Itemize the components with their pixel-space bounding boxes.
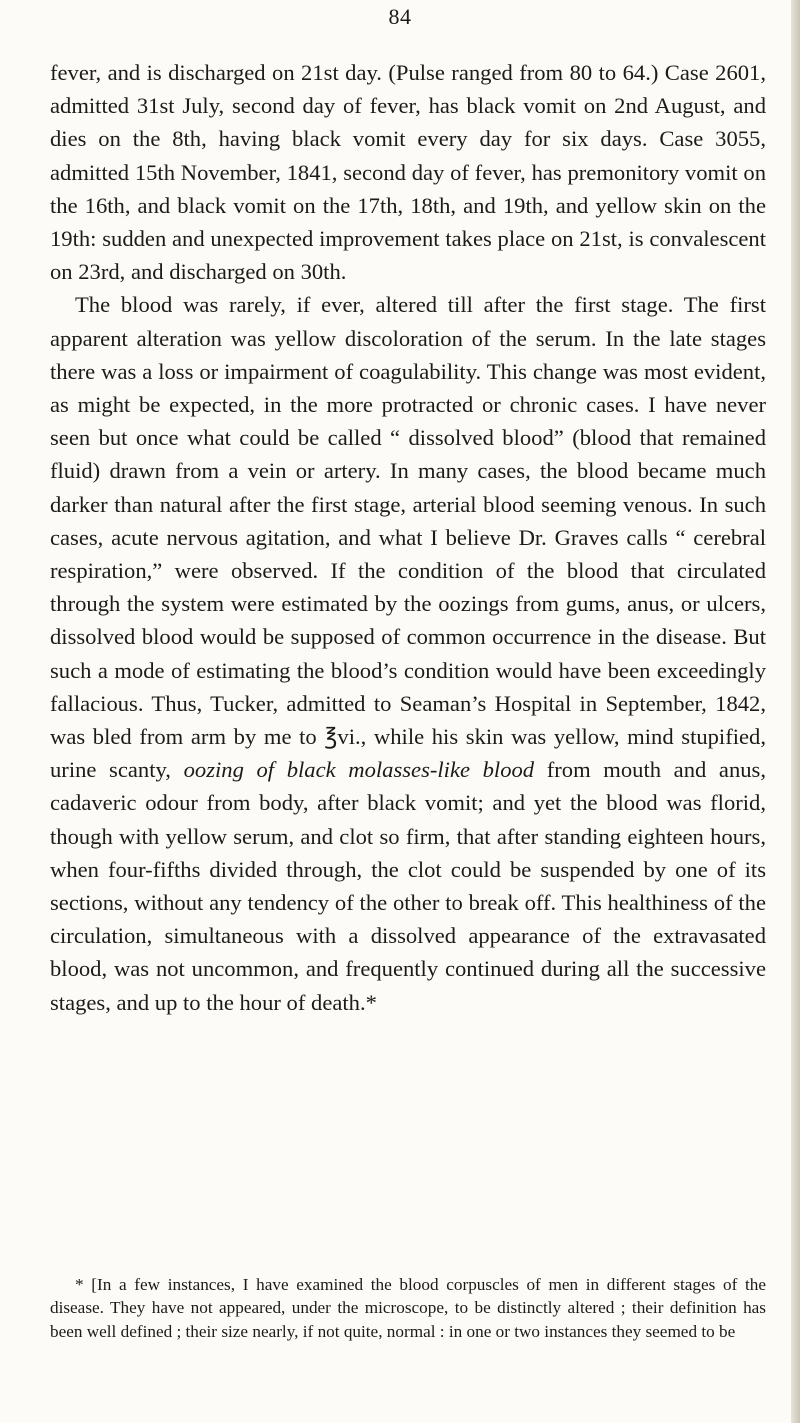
paragraph-2 bbox=[50, 288, 766, 1018]
paragraph-1-text: fever, and is discharged on 21st day. (Pulse ranged from 80 to 64.) Case 2601, admitted 31st July, second day of fever, has black vomit on 2nd August, and dies on the 8th, having black vomit every day for six days. Case 3055, admitted 15th November, 1841, second day of fever, has premonitory vomit on the 16th, and black vomit on the 17th, 18th, and 19th, and yellow skin on the 19th: sudden and unexpected improvement takes place on 21st, is convalescent on 23rd, and discharged on 30th. bbox=[50, 60, 766, 285]
page-edge bbox=[791, 0, 800, 1423]
paragraph-2-italic-phrase: oozing of black molasses-like blood bbox=[183, 757, 535, 783]
paragraph-2-text-a: The blood was rarely, if ever, altered till after the first stage. The first apparent alteration was yellow discoloration of the serum. In the late stages there was a loss or impairment of coagulability. This change was most evident, as might be expected, in the more protracted or chronic cases. I have never seen but once what could be called “ dissolved blood” (blood that remained fluid) drawn from a vein or artery. In many cases, the blood became much darker than natural after the first stage, arterial blood seeming venous. In such cases, acute nervous agitation, and what I believe Dr. Graves calls “ cerebral respiration,” were observed. If the condition of the blood that circulated through the system were estimated by the oozings from gums, anus, or ulcers, dissolved blood would be supposed of common occurrence in the disease. But such a mode of estimating the blood’s condition would have been exceedingly fallacious. Thus, Tucker, admitted to Seaman’s Hospital in September, 1842, was bled from arm by me to ℥vi., while his skin was yellow, mind stupified, urine scanty, bbox=[50, 292, 766, 783]
paragraph-2-text-b: from mouth and anus, cadaveric odour from body, after black vomit; and yet the blood was florid, though with yellow serum, and clot so firm, that after standing eighteen hours, when four-fifths divided through, the clot could be suspended by one of its sections, without any tendency of the other to break off. This healthiness of the circulation, simultaneous with a dissolved appearance of the extravasated blood, was not uncommon, and frequently continued during all the successive stages, and up to the hour of death.* bbox=[50, 757, 766, 1015]
body-text bbox=[50, 56, 766, 1019]
page-number: 84 bbox=[388, 4, 412, 29]
footnote: * [In a few instances, I have examined the blood corpuscles of men in different stages of the disease. They have not appeared, under the microscope, to be distinctly altered ; their definition has been well defined ; their size nearly, if not quite, normal : in one or two instances they seemed to be bbox=[50, 1275, 766, 1341]
paragraph-1 bbox=[50, 56, 766, 288]
